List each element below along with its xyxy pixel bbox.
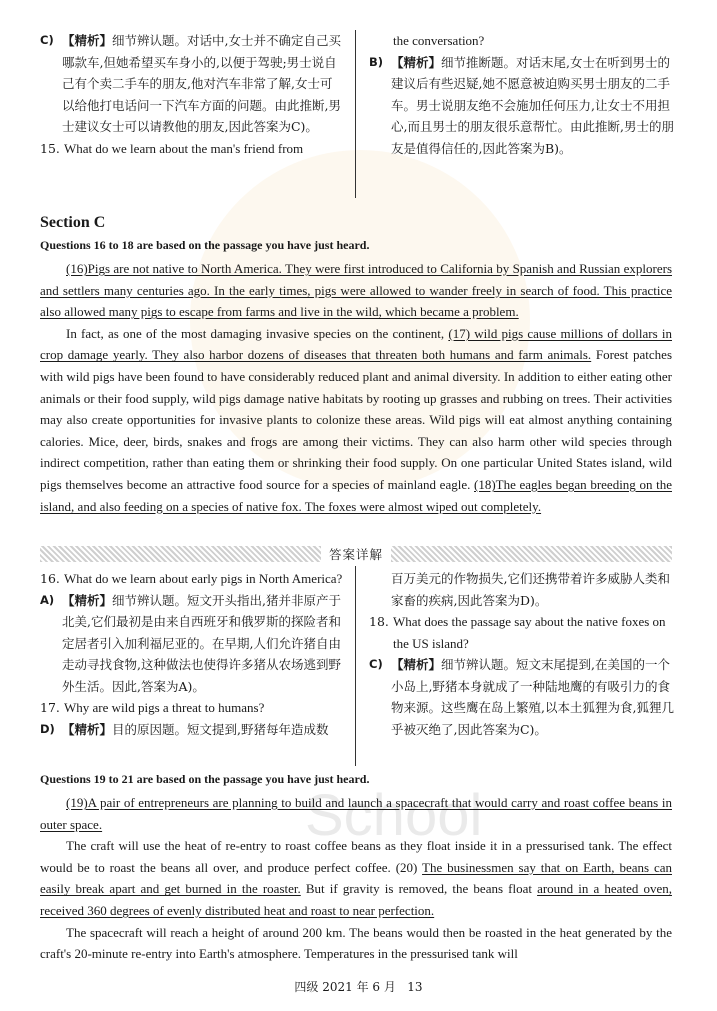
passage-two (40, 792, 672, 965)
answer-bar-label: 答案详解 (321, 545, 391, 563)
question-15 (40, 138, 344, 160)
option-label: A) (40, 592, 55, 607)
passage-paragraph: In fact, as one of the most damaging invasive species on the continent, (17) wild pigs cause millions of dollars in crop damage yearly. They also harbor dozens of diseases that threaten both humans and farm animals. Forest patches with wild pigs have been found to have considerably reduced plant and animal diversity. In addition to either eating other animals or their food supply, wild pigs damage native habitats by rooting up grasses and rubbing on trees. Their activities may also create opportunities for invasive plants to colonize these areas. Wild pigs will eat almost anything containing calories. Mice, deer, birds, snakes and frogs are among their victims. They can also harm other wild species through indirect competition, rather than eating them or shrinking their food supply. On one particular United States island, wild pigs themselves become an attractive food source for a species of mainland eagle. (18)The eagles began breeding on the island, and also feeding on a species of native fox. The foxes were almost wiped out completely. (40, 325, 673, 514)
underlined-sentence: The businessmen say that on Earth, beans can easily break apart and get burned in the roaster. (40, 859, 672, 897)
option-label: D) (40, 721, 55, 736)
right-column-answers (369, 568, 675, 740)
underlined-sentence: (16)Pigs are not native to North America. They were first introduced to California by Spanish and Russian explorers and settlers many centuries ago. In the early times, pigs were allowed to wander freely in search of food. This practice also allowed many pigs to escape from farms and live in the wild, which became a problem. (40, 261, 672, 320)
left-column-top (40, 30, 344, 159)
analysis-text: 细节推断题。对话末尾,女士在听到男士的建议后有些迟疑,她不愿意被迫购买男士朋友的二手车。男士说朋友绝不会施加任何压力,让女士不用担心,而且男士的朋友很乐意帮忙。由此推断,男士的朋友是值得信任的,因此答案为B)。 (391, 54, 674, 156)
answer-d-analysis-continued (369, 568, 675, 611)
analysis-tag: 【精析】 (62, 592, 113, 608)
question-text: What do we learn about early pigs in North America? (64, 571, 343, 586)
right-column-top (369, 30, 675, 159)
passage-one (40, 258, 672, 517)
question-number: 16. (40, 571, 60, 586)
analysis-text: 细节辨认题。对话中,女士并不确定自己买哪款车,但她希望买车身小的,以便于驾驶;男士说自己有个卖二手车的朋友,他对汽车非常了解,女士可以给他打电话问一下汽车方面的问题。由此推断,男士建议女士可以请教他的朋友,因此答案为C)。 (62, 33, 341, 134)
analysis-text: 细节辨认题。短文末尾提到,在美国的一个小岛上,野猪本身就成了一种陆地鹰的有吸引力的食物来源。这些鹰在岛上繁殖,以本土狐狸为食,狐狸几乎被灭绝了,因此答案为C)。 (391, 657, 674, 737)
passage-paragraph (40, 258, 672, 323)
question-number: 18. (369, 614, 389, 629)
underlined-sentence: around in a heated oven, received 360 degrees of evenly distributed heat and roast to near perfection. (40, 881, 672, 918)
question-number: 15. (40, 140, 60, 156)
page-number: 13 (407, 980, 423, 994)
option-label: C) (369, 657, 383, 671)
passage-paragraph (40, 792, 672, 835)
option-label: C) (40, 33, 54, 47)
analysis-tag: 【精析】 (62, 33, 113, 48)
section-title: Section C (40, 214, 106, 231)
passage-paragraph: The craft will use the heat of re-entry to roast coffee beans as they float inside it in a pressurised tank. The effect would be to roast the beans all over, and produce perfect coffee. (20) The businessmen say that on Earth, beans can easily break apart and get burned in the roaster. But if gravity is removed, the beans float around in a heated oven, received 360 degrees of evenly distributed heat and roast to near perfection. (40, 838, 672, 918)
answer-c-analysis (40, 30, 344, 138)
column-divider (355, 30, 356, 198)
left-column-answers (40, 568, 344, 740)
passage-paragraph: The spacecraft will reach a height of around 200 km. The beans would then be roasted in the heat generated by the craft's 20-minute re-entry into Earth's atmosphere. Temperatures in the pressurised tank will (40, 924, 672, 962)
answer-explanation-bar (40, 546, 672, 562)
answer-a-analysis (40, 590, 344, 698)
underlined-sentence: (18)The eagles began breeding on the island, and also feeding on a species of native fox. The foxes were almost wiped out completely. (40, 476, 672, 514)
question-16 (40, 568, 344, 590)
watermark-text: School (305, 783, 483, 848)
questions-heading-19-21: Questions 19 to 21 are based on the passage you have just heard. (40, 772, 370, 786)
question-18 (369, 611, 675, 654)
column-divider (355, 566, 356, 766)
analysis-text: 目的原因题。短文提到,野猪每年造成数 (112, 721, 329, 737)
underlined-sentence: (17) wild pigs cause millions of dollars in crop damage yearly. They also harbor dozens of diseases that threaten both humans and farm animals. (40, 325, 672, 363)
questions-heading-16-18: Questions 16 to 18 are based on the passage you have just heard. (40, 238, 370, 252)
answer-b-analysis (369, 52, 675, 160)
question-17 (40, 697, 344, 719)
exam-label: 四级 2021 年 6 月 (294, 980, 396, 994)
question-text: What do we learn about the man's friend from (64, 140, 304, 156)
analysis-tag: 【精析】 (62, 721, 113, 737)
answer-c-analysis-2 (369, 654, 675, 740)
question-15-continued (369, 30, 675, 52)
underlined-sentence: (19)A pair of entrepreneurs are planning to build and launch a spacecraft that would carry and roast coffee beans in outer space. (40, 795, 672, 832)
analysis-tag: 【精析】 (391, 54, 442, 70)
question-text: What does the passage say about the native foxes on the US island? (393, 614, 666, 651)
question-text: Why are wild pigs a threat to humans? (64, 700, 265, 715)
question-number: 17. (40, 700, 60, 715)
question-text: the conversation? (393, 33, 485, 48)
analysis-tag: 【精析】 (391, 657, 442, 672)
answer-d-analysis (40, 719, 344, 741)
option-label: B) (369, 54, 384, 69)
analysis-text: 百万美元的作物损失,它们还携带着许多威胁人类和家畜的疾病,因此答案为D)。 (391, 571, 670, 608)
analysis-text: 细节辨认题。短文开头指出,猪并非原产于北美,它们最初是由来自西班牙和俄罗斯的探险者和定居者引入加利福尼亚的。在早期,人们允许猪自由走动寻找食物,这种做法也使得许多猪从农场逃到野外生活。因此,答案为A)。 (62, 592, 341, 694)
page-footer (0, 978, 717, 995)
